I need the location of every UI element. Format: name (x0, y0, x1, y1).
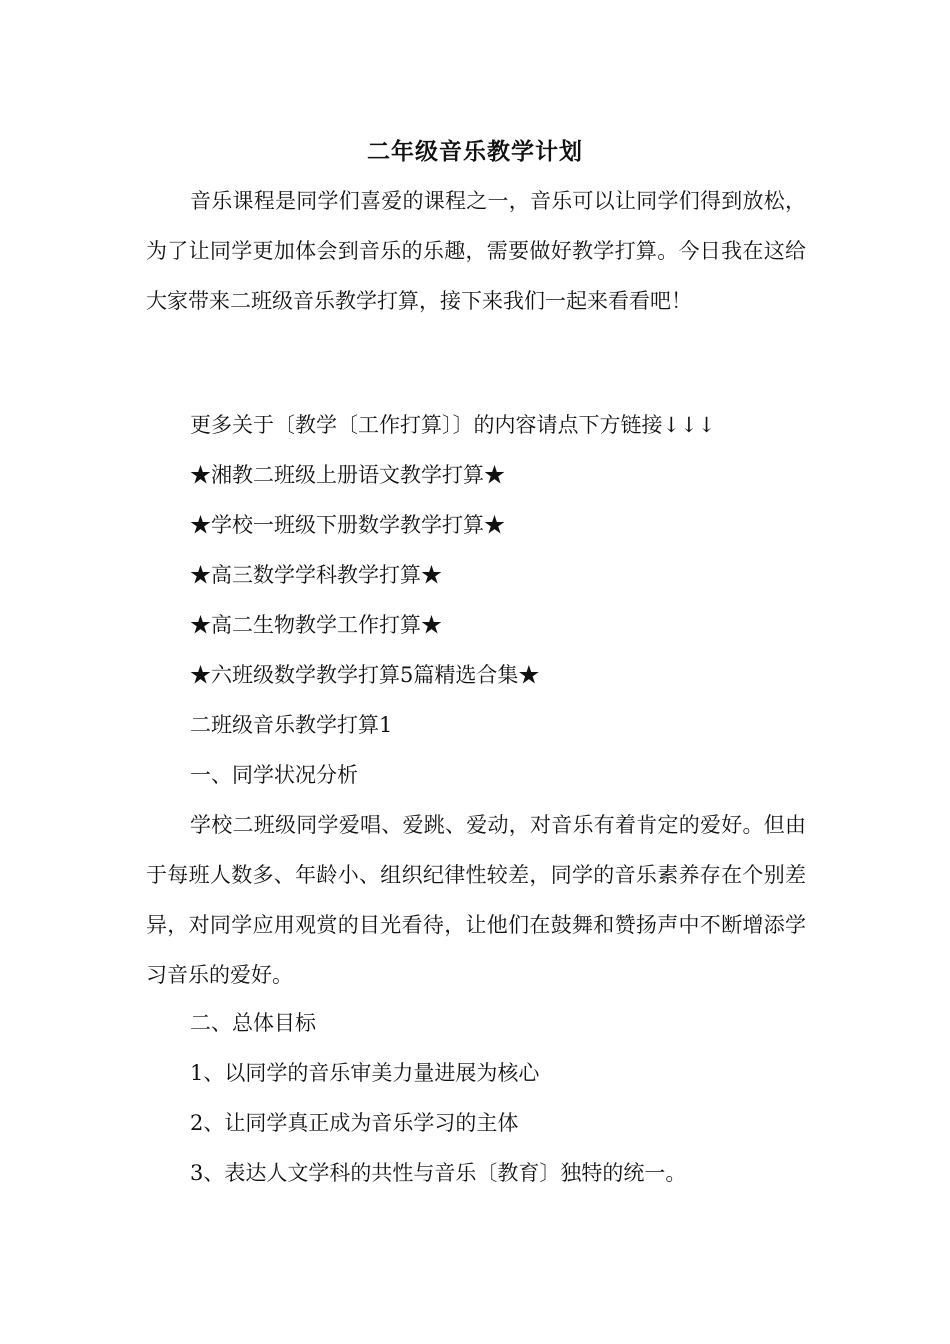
related-link-1[interactable] (190, 450, 505, 500)
related-link-2-text[interactable]: ★学校一班级下册数学教学打算★ (190, 513, 505, 537)
section-heading-overall-goals: 二、总体目标 (190, 1011, 316, 1035)
related-link-4[interactable] (190, 600, 442, 650)
student-analysis-paragraph: 学校二班级同学爱唱、爱跳、爱动，对音乐有着肯定的爱好。但由于每班人数多、年龄小、组织纪律性较差，同学的音乐素养存在个别差异，对同学应用观赏的目光看待，让他们在鼓舞和赞扬声中不断增添学习音乐的爱好。 (146, 813, 806, 987)
related-link-5[interactable] (190, 650, 539, 700)
goal-item-3: 3、表达人文学科的共性与音乐〔教育〕独特的统一。 (190, 1161, 687, 1185)
related-link-4-text[interactable]: ★高二生物教学工作打算★ (190, 613, 442, 637)
document-title: 二年级音乐教学计划 (367, 139, 583, 165)
plan-heading: 二班级音乐教学打算1 (190, 713, 393, 737)
related-link-1-text[interactable]: ★湘教二班级上册语文教学打算★ (190, 463, 505, 487)
related-link-3[interactable] (190, 550, 442, 600)
goal-item-1: 1、以同学的音乐审美力量进展为核心 (190, 1061, 540, 1085)
intro-paragraph: 音乐课程是同学们喜爱的课程之一，音乐可以让同学们得到放松，为了让同学更加体会到音乐的乐趣，需要做好教学打算。今日我在这给大家带来二班级音乐教学打算，接下来我们一起来看看吧！ (146, 189, 806, 313)
more-links-note: 更多关于〔教学〔工作打算〕〕的内容请点下方链接↓↓↓ (190, 413, 716, 437)
goal-item-2: 2、让同学真正成为音乐学习的主体 (190, 1111, 519, 1135)
related-link-3-text[interactable]: ★高三数学学科教学打算★ (190, 563, 442, 587)
related-link-5-text[interactable]: ★六班级数学教学打算5篇精选合集★ (190, 663, 540, 687)
section-heading-student-analysis: 一、同学状况分析 (190, 763, 358, 787)
related-link-2[interactable] (190, 500, 505, 550)
